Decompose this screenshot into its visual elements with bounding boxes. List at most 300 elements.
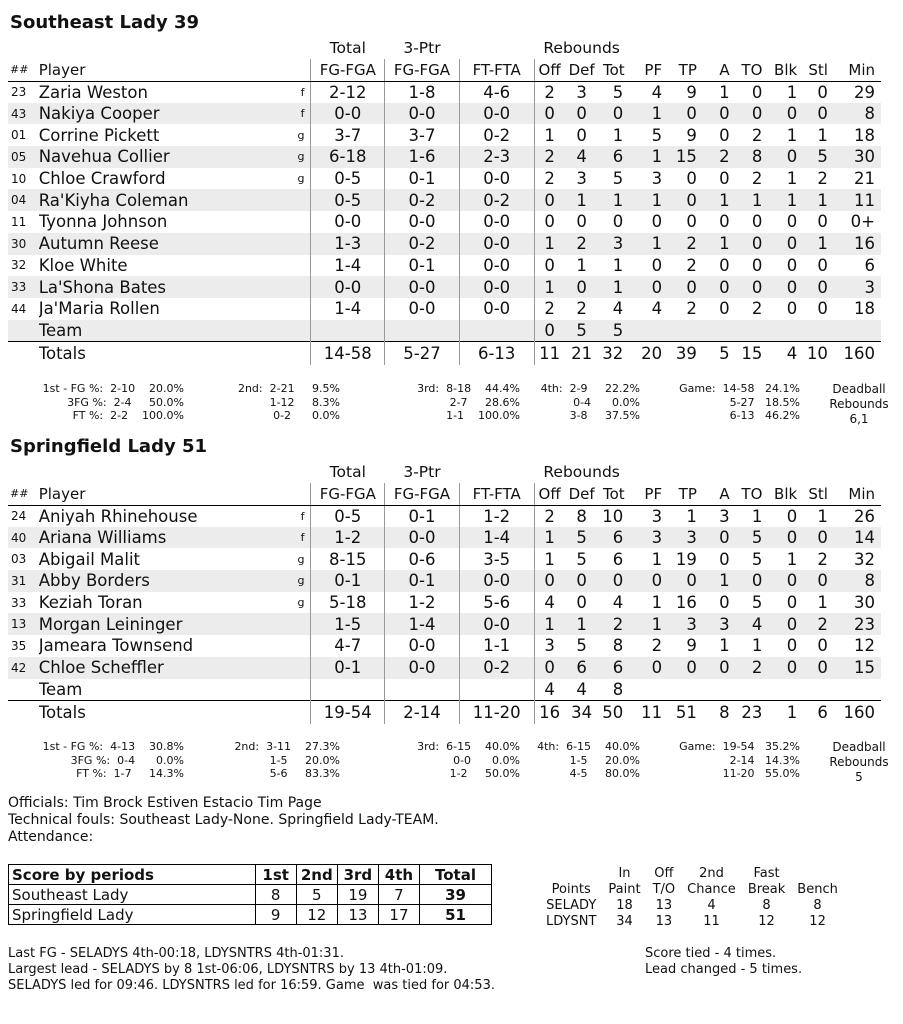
fouls: 1 — [629, 103, 668, 125]
ft — [459, 320, 534, 342]
blocks: 0 — [786, 212, 798, 232]
header-player: Player — [39, 59, 270, 81]
player-number: 40 — [8, 527, 39, 549]
points-value: 11 — [703, 914, 720, 929]
fg: 2-12 — [311, 81, 385, 103]
footer-line: Last FG - SELADYS 4th-00:18, LDYSNTRS 4th-01:31. — [8, 946, 344, 961]
header-blank — [270, 59, 311, 81]
totals-to: 15 — [736, 341, 769, 365]
assists: 1 — [703, 233, 736, 255]
player-position — [270, 189, 311, 211]
def-reb: 6 — [565, 657, 599, 679]
player-name: Navehua Collier — [39, 146, 270, 168]
minutes: 26 — [854, 506, 875, 526]
player-row — [8, 527, 881, 549]
turnovers: 5 — [751, 549, 763, 569]
q3-stat: 3rd: 6-15 40.0% — [417, 740, 520, 753]
q3-stat: 1-1 100.0% — [446, 409, 520, 422]
off-reb: 1 — [544, 125, 555, 145]
def-reb: 1 — [565, 613, 599, 635]
ft: 0-0 — [459, 298, 534, 320]
blocks: 0 — [786, 255, 798, 275]
player-position — [270, 320, 311, 342]
fg: 6-18 — [311, 146, 385, 168]
player-number: 23 — [11, 85, 27, 100]
steals: 0 — [817, 82, 828, 102]
turnovers: 8 — [736, 146, 769, 168]
assists: 1 — [703, 189, 736, 211]
fouls: 0 — [651, 255, 663, 275]
score-period: 9 — [255, 905, 296, 925]
three-pt: 0-1 — [385, 168, 460, 190]
player-name: Chloe Scheffler — [39, 657, 270, 679]
totals-stl: 6 — [803, 700, 834, 724]
ft: 0-0 — [459, 276, 534, 298]
points: 16 — [675, 593, 697, 613]
fouls: 3 — [651, 506, 663, 526]
minutes: 29 — [854, 82, 875, 102]
q2-stat: 1-12 8.3% — [269, 395, 340, 409]
header-rebounds: Rebounds — [543, 463, 620, 481]
off-reb: 3 — [544, 636, 555, 656]
fg: 1-3 — [311, 233, 385, 255]
q1-stat: FT %: 2-2 100.0% — [72, 409, 184, 422]
totals-blk: 1 — [768, 700, 803, 724]
totals-3pt: 5-27 — [385, 341, 460, 365]
turnovers: 2 — [751, 169, 763, 189]
header-rebounds: Rebounds — [543, 39, 620, 57]
score-period: 17 — [378, 905, 419, 925]
assists — [703, 679, 736, 701]
ft: 0-0 — [459, 168, 534, 190]
header-off: Off — [534, 59, 565, 81]
blocks: 0 — [768, 613, 803, 635]
header-blank — [39, 37, 270, 59]
header-tot: Tot — [599, 483, 630, 505]
points-header: Chance — [687, 882, 736, 897]
def-reb: 3 — [576, 82, 587, 102]
fouls: 4 — [651, 82, 663, 102]
minutes: 23 — [834, 613, 881, 635]
header-fg: FG-FGA — [311, 483, 385, 505]
ft: 4-6 — [459, 81, 534, 103]
points-value: 18 — [616, 898, 633, 913]
steals: 5 — [803, 146, 834, 168]
tot-reb: 0 — [599, 570, 630, 592]
minutes: 11 — [834, 189, 881, 211]
points: 0 — [668, 570, 703, 592]
assists: 2 — [703, 146, 736, 168]
points: 9 — [686, 125, 697, 145]
blocks: 0 — [768, 527, 803, 549]
player-row — [8, 255, 881, 277]
turnovers: 4 — [736, 613, 769, 635]
tot-reb: 1 — [612, 255, 624, 275]
header-a: A — [703, 483, 736, 505]
q3-stat: 0-0 0.0% — [453, 753, 520, 767]
player-number: 04 — [8, 189, 39, 211]
three-pt: 0-1 — [385, 570, 460, 592]
ft: 5-6 — [459, 592, 534, 614]
points: 3 — [668, 613, 703, 635]
player-number: 33 — [8, 276, 39, 298]
points: 9 — [686, 82, 697, 102]
assists: 1 — [719, 82, 730, 102]
totals-off: 11 — [534, 341, 565, 365]
tot-reb: 5 — [612, 82, 624, 102]
tot-reb: 4 — [612, 593, 624, 613]
score-team: Southeast Lady — [9, 885, 256, 905]
steals: 0 — [803, 570, 834, 592]
player-number: 10 — [11, 171, 27, 186]
three-pt: 0-0 — [385, 635, 460, 657]
player-row — [8, 635, 881, 657]
ft: 0-0 — [459, 570, 534, 592]
fg: 1-4 — [311, 298, 385, 320]
totals-def: 34 — [565, 700, 599, 724]
header-min: Min — [834, 59, 881, 81]
score-header-period: Total — [420, 865, 492, 885]
fouls: 1 — [651, 593, 663, 613]
off-reb: 1 — [534, 527, 565, 549]
points: 9 — [686, 636, 697, 656]
q1-stat: FT %: 1-7 14.3% — [76, 767, 184, 780]
fg — [311, 320, 385, 342]
points-header — [540, 866, 602, 882]
player-row — [8, 613, 881, 635]
blocks: 0 — [768, 276, 803, 298]
blocks: 1 — [786, 169, 798, 189]
header-pts: TP — [668, 483, 703, 505]
steals: 0 — [803, 276, 834, 298]
off-reb: 4 — [544, 679, 555, 699]
points: 0 — [686, 169, 697, 189]
steals: 0 — [803, 657, 834, 679]
def-reb: 3 — [576, 169, 587, 189]
three-pt: 3-7 — [385, 124, 460, 146]
ft: 0-2 — [459, 657, 534, 679]
tot-reb: 0 — [612, 212, 624, 232]
totals-pts: 51 — [668, 700, 703, 724]
three-pt: 0-6 — [385, 548, 460, 570]
tot-reb: 6 — [599, 527, 630, 549]
points-row — [540, 914, 844, 930]
q2-stat: 0-2 0.0% — [273, 409, 340, 422]
turnovers: 1 — [751, 506, 763, 526]
points-header: Off — [654, 866, 674, 881]
score-header-period: 1st — [255, 865, 296, 885]
blocks: 1 — [786, 125, 798, 145]
ft: 1-2 — [459, 505, 534, 527]
def-reb: 0 — [576, 593, 587, 613]
deadball-stat: Rebounds — [829, 397, 889, 411]
q1-stat: 1st - FG %: 4-13 30.8% — [42, 740, 184, 753]
turnovers: 0 — [736, 103, 769, 125]
score-row — [9, 905, 492, 925]
game-stat: 11-20 55.0% — [722, 767, 800, 780]
steals: 1 — [817, 593, 828, 613]
header-off: Off — [534, 483, 565, 505]
player-name: Tyonna Johnson — [38, 212, 168, 232]
fg: 0-5 — [311, 505, 385, 527]
points-header — [791, 866, 844, 882]
q4-stat: 4th: 6-15 40.0% — [537, 740, 640, 753]
header-num: ## — [8, 59, 39, 81]
points-team: SELADY — [546, 898, 597, 913]
points: 0 — [668, 189, 703, 211]
tot-reb: 6 — [599, 146, 630, 168]
player-row — [8, 657, 881, 679]
player-name: Chloe Crawford — [38, 169, 166, 189]
blocks — [768, 679, 803, 701]
minutes: 32 — [854, 549, 875, 569]
tot-reb: 8 — [612, 636, 624, 656]
points-header: Fast — [753, 866, 780, 881]
fouls: 1 — [629, 613, 668, 635]
header-blank — [736, 37, 769, 59]
fg: 0-5 — [311, 168, 385, 190]
tot-reb: 1 — [599, 189, 630, 211]
totals-ft: 6-13 — [459, 341, 534, 365]
header-stl: Stl — [803, 59, 834, 81]
off-reb: 2 — [534, 146, 565, 168]
three-pt: 0-2 — [385, 189, 460, 211]
fg: 0-5 — [311, 189, 385, 211]
player-position: g — [270, 146, 311, 168]
footer-line: Lead changed - 5 times. — [645, 962, 803, 977]
player-position — [270, 211, 311, 233]
team-rebound-row — [8, 320, 881, 342]
team1-box-score — [8, 37, 881, 365]
three-pt: 0-0 — [385, 657, 460, 679]
off-reb: 0 — [544, 212, 555, 232]
def-reb: 5 — [565, 320, 599, 342]
turnovers: 2 — [751, 125, 763, 145]
totals-fg: 19-54 — [311, 700, 385, 724]
minutes: 21 — [854, 169, 875, 189]
player-number: 03 — [11, 552, 27, 567]
player-name: Ra'Kiyha Coleman — [39, 189, 270, 211]
blocks: 1 — [786, 549, 798, 569]
header-3ptr: 3-Ptr — [403, 463, 441, 481]
totals-blk: 4 — [768, 341, 803, 365]
header-blank — [270, 483, 311, 505]
off-reb: 0 — [534, 570, 565, 592]
player-name: Team — [39, 320, 270, 342]
def-reb: 2 — [576, 299, 587, 319]
off-reb: 2 — [544, 169, 555, 189]
totals-tot: 50 — [599, 700, 630, 724]
points: 2 — [668, 233, 703, 255]
blocks: 0 — [786, 299, 798, 319]
player-row — [8, 505, 881, 527]
points: 2 — [686, 255, 697, 275]
totals-pts: 39 — [668, 341, 703, 365]
three-pt — [385, 320, 460, 342]
totals-stl: 10 — [803, 341, 834, 365]
turnovers: 5 — [751, 593, 763, 613]
def-reb: 4 — [565, 146, 599, 168]
assists: 0 — [703, 276, 736, 298]
q3-stat: 2-7 28.6% — [449, 395, 520, 409]
header-blank — [768, 37, 803, 59]
fouls — [629, 679, 668, 701]
fouls: 1 — [629, 146, 668, 168]
player-row — [8, 548, 881, 570]
ft: 1-1 — [459, 635, 534, 657]
steals: 2 — [817, 169, 828, 189]
fg — [311, 679, 385, 701]
header-group-row — [8, 37, 881, 59]
deadball-stat: Deadball — [832, 382, 886, 396]
points-header: Points — [551, 882, 591, 897]
header-blk: Blk — [768, 59, 803, 81]
assists: 1 — [719, 636, 730, 656]
points-value: 34 — [616, 914, 633, 929]
header-group-row — [8, 461, 881, 483]
points: 0 — [668, 276, 703, 298]
header-blank — [629, 461, 668, 483]
player-position — [270, 613, 311, 635]
header-total: Total — [329, 463, 366, 481]
totals-label: Totals — [39, 341, 270, 365]
header-blank — [703, 461, 736, 483]
three-pt: 0-0 — [385, 527, 460, 549]
blocks: 0 — [768, 233, 803, 255]
footer-line: Score tied - 4 times. — [645, 946, 777, 961]
team-rebound-row — [8, 679, 881, 701]
header-ft: FT-FTA — [459, 59, 534, 81]
points-value: 13 — [655, 914, 673, 929]
q2-stat: 2nd: 2-21 9.5% — [237, 382, 340, 395]
header-pf: PF — [629, 483, 668, 505]
tot-reb: 4 — [612, 299, 624, 319]
three-pt: 1-2 — [385, 592, 460, 614]
header-player: Player — [39, 483, 270, 505]
blocks: 0 — [786, 636, 798, 656]
q1-stat: 1st - FG %: 2-10 20.0% — [42, 382, 184, 395]
header-def: Def — [565, 59, 599, 81]
points-value: 12 — [758, 914, 775, 929]
points-header: Break — [747, 882, 786, 897]
team2-box-score — [8, 461, 881, 724]
q2-stat: 2nd: 3-11 27.3% — [234, 740, 340, 753]
tot-reb: 2 — [599, 613, 630, 635]
player-name: Abigail Malit — [38, 549, 141, 569]
header-3ptr: 3-Ptr — [403, 39, 441, 57]
assists: 0 — [719, 593, 730, 613]
player-position: f — [270, 103, 311, 125]
minutes: 30 — [834, 146, 881, 168]
three-pt: 0-0 — [385, 298, 460, 320]
turnovers: 2 — [736, 657, 769, 679]
player-number: 43 — [8, 103, 39, 125]
header-total: Total — [329, 39, 366, 57]
officials: Officials: Tim Brock Estiven Estacio Tim Page — [8, 795, 322, 811]
assists: 0 — [719, 255, 730, 275]
header-ft: FT-FTA — [459, 483, 534, 505]
tot-reb: 1 — [599, 276, 630, 298]
score-header-row — [9, 865, 492, 885]
points: 0 — [686, 212, 697, 232]
steals: 1 — [803, 189, 834, 211]
player-position — [270, 233, 311, 255]
totals-off: 16 — [534, 700, 565, 724]
totals-min: 160 — [834, 700, 881, 724]
player-number: 42 — [8, 657, 39, 679]
deadball-stat: 5 — [855, 770, 863, 784]
score-total: 51 — [420, 905, 492, 925]
turnovers: 1 — [736, 189, 769, 211]
header-to: TO — [736, 59, 769, 81]
totals-min: 160 — [834, 341, 881, 365]
ft: 0-2 — [459, 189, 534, 211]
header-blank — [803, 37, 834, 59]
def-reb: 5 — [576, 549, 587, 569]
points-header: 2nd — [699, 866, 724, 881]
assists: 0 — [719, 169, 730, 189]
steals: 1 — [803, 233, 834, 255]
three-pt: 0-0 — [385, 276, 460, 298]
player-number: 44 — [11, 301, 27, 316]
totals-blank — [8, 700, 39, 724]
totals-blank — [8, 341, 39, 365]
steals: 2 — [817, 549, 828, 569]
three-pt: 0-0 — [385, 103, 460, 125]
score-header-period: 3rd — [337, 865, 378, 885]
three-pt: 0-2 — [385, 233, 460, 255]
three-pt: 1-4 — [385, 613, 460, 635]
header-blank — [736, 461, 769, 483]
minutes: 6 — [864, 255, 875, 275]
score-total: 39 — [420, 885, 492, 905]
game-stat: Game: 19-54 35.2% — [679, 740, 800, 753]
score-period: 19 — [337, 885, 378, 905]
fouls: 3 — [651, 169, 663, 189]
steals: 1 — [817, 125, 828, 145]
steals — [803, 320, 834, 342]
player-name: Jameara Townsend — [38, 636, 194, 656]
player-name: Nakiya Cooper — [39, 103, 270, 125]
turnovers — [736, 679, 769, 701]
player-name: Keziah Toran — [38, 593, 143, 613]
game-notes — [8, 795, 439, 846]
header-blank — [703, 37, 736, 59]
def-reb: 8 — [576, 506, 587, 526]
header-3fg: FG-FGA — [385, 483, 460, 505]
blocks: 0 — [768, 146, 803, 168]
off-reb: 4 — [544, 593, 555, 613]
points: 2 — [686, 299, 697, 319]
fg: 0-0 — [311, 276, 385, 298]
assists: 1 — [703, 570, 736, 592]
fg: 0-1 — [311, 657, 385, 679]
def-reb: 2 — [565, 233, 599, 255]
q2-stat: 5-6 83.3% — [269, 767, 340, 780]
off-reb: 1 — [534, 613, 565, 635]
fg: 1-2 — [311, 527, 385, 549]
player-row — [8, 189, 881, 211]
tot-reb: 5 — [599, 320, 630, 342]
def-reb: 5 — [565, 527, 599, 549]
footer-lead-notes — [645, 946, 802, 978]
minutes: 30 — [854, 593, 875, 613]
player-position — [270, 635, 311, 657]
player-row — [8, 146, 881, 168]
def-reb: 0 — [576, 125, 587, 145]
player-position: g — [297, 128, 305, 142]
player-position: g — [297, 172, 305, 186]
